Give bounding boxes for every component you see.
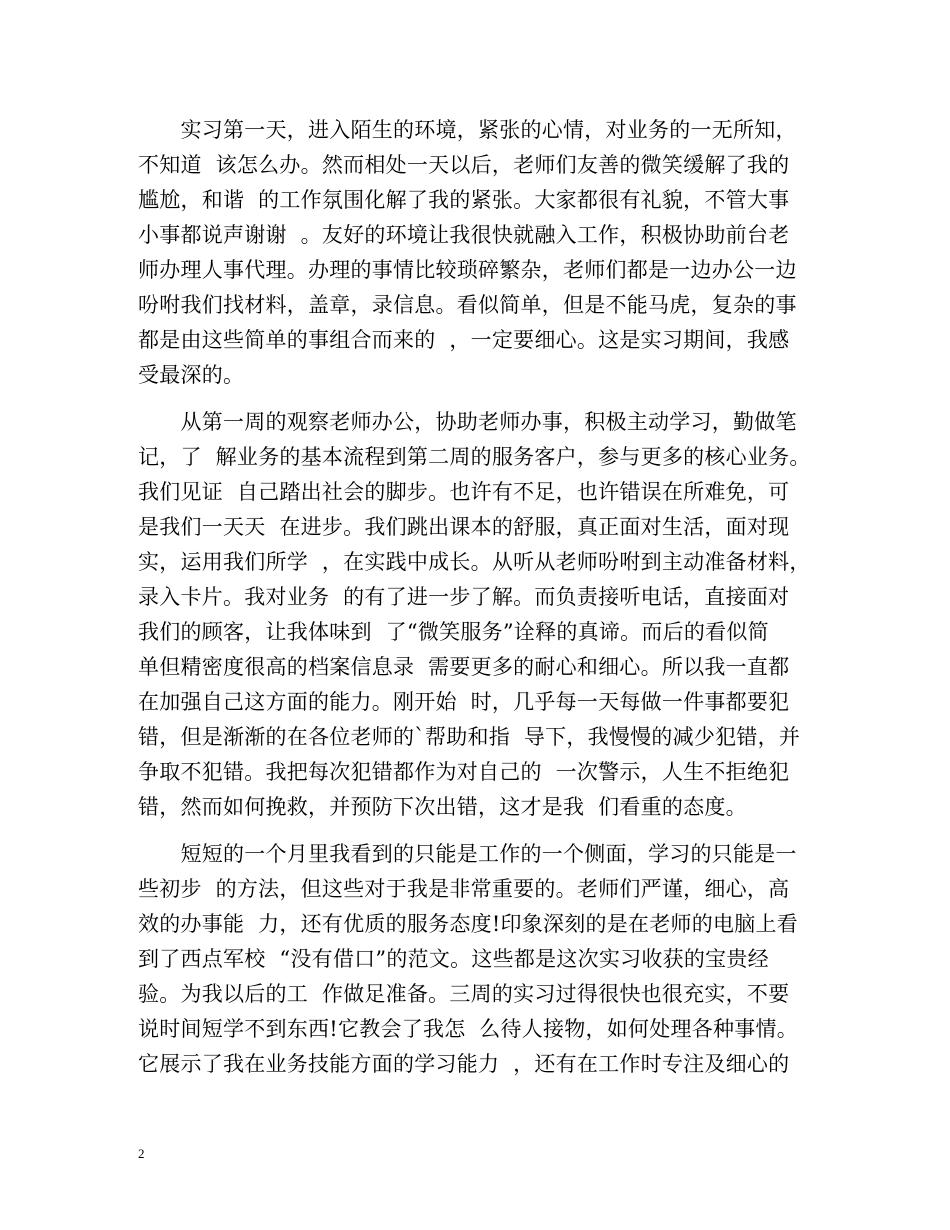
text-line: 尴尬，和谐 的工作氛围化解了我的紧张。大家都很有礼貌，不管大事 — [138, 188, 790, 212]
text-line: 在加强自己这方面的能力。刚开始 时，几乎每一天每做一件事都要犯 — [138, 690, 790, 714]
text-line: 效的办事能 力，还有优质的服务态度!印象深刻的是在老师的电脑上看 — [138, 912, 799, 936]
text-line: 录入卡片。我对业务 的有了进一步了解。而负责接听电话，直接面对 — [138, 585, 790, 609]
text-line: 吩咐我们找材料，盖章，录信息。看似简单，但是不能马虎，复杂的事 — [138, 293, 797, 317]
text-line: 单但精密度很高的档案信息录 需要更多的耐心和细心。所以我一直都 — [138, 655, 790, 679]
text-line: 实习第一天，进入陌生的环境，紧张的心情，对业务的一无所知， — [138, 118, 797, 142]
text-line: 不知道 该怎么办。然而相处一天以后，老师们友善的微笑缓解了我的 — [138, 153, 790, 177]
text-line: 是我们一天天 在进步。我们跳出课本的舒服，真正面对生活，面对现 — [138, 515, 790, 539]
text-line: 错，但是渐渐的在各位老师的`帮助和指 导下，我慢慢的减少犯错，并 — [138, 725, 801, 749]
text-line: 我们的顾客，让我体味到 了“微笑服务”诠释的真谛。而后的看似简 — [138, 620, 769, 644]
text-line: 师办理人事代理。办理的事情比较琐碎繁杂，老师们都是一边办公一边 — [138, 258, 797, 282]
text-line: 到了西点军校 “没有借口”的范文。这些都是这次实习收获的宝贵经 — [138, 947, 769, 971]
page-number: 2 — [138, 1146, 145, 1161]
text-line: 小事都说声谢谢 。友好的环境让我很快就融入工作，积极协助前台老 — [138, 223, 790, 247]
text-line: 它展示了我在业务技能方面的学习能力 ，还有在工作时专注及细心的 — [138, 1052, 790, 1076]
text-line: 验。为我以后的工 作做足准备。三周的实习过得很快也很充实，不要 — [138, 982, 790, 1006]
text-line: 些初步 的方法，但这些对于我是非常重要的。老师们严谨，细心，高 — [138, 877, 790, 901]
text-line: 错，然而如何挽救，并预防下次出错，这才是我 们看重的态度。 — [138, 795, 747, 819]
text-line: 实，运用我们所学 ，在实践中成长。从听从老师吩咐到主动准备材料， — [138, 550, 811, 574]
text-line: 短短的一个月里我看到的只能是工作的一个侧面，学习的只能是一 — [138, 842, 797, 866]
text-line: 争取不犯错。我把每次犯错都作为对自己的 一次警示，人生不拒绝犯 — [138, 760, 790, 784]
text-line: 从第一周的观察老师办公，协助老师办事，积极主动学习，勤做笔 — [138, 410, 797, 434]
text-line: 受最深的。 — [138, 363, 245, 387]
text-line: 记，了 解业务的基本流程到第二周的服务客户，参与更多的核心业务。 — [138, 445, 811, 469]
text-line: 都是由这些简单的事组合而来的 ，一定要细心。这是实习期间，我感 — [138, 328, 790, 352]
text-line: 说时间短学不到东西!它教会了我怎 么待人接物，如何处理各种事情。 — [138, 1017, 799, 1041]
text-line: 我们见证 自己踏出社会的脚步。也许有不足，也许错误在所难免，可 — [138, 480, 790, 504]
